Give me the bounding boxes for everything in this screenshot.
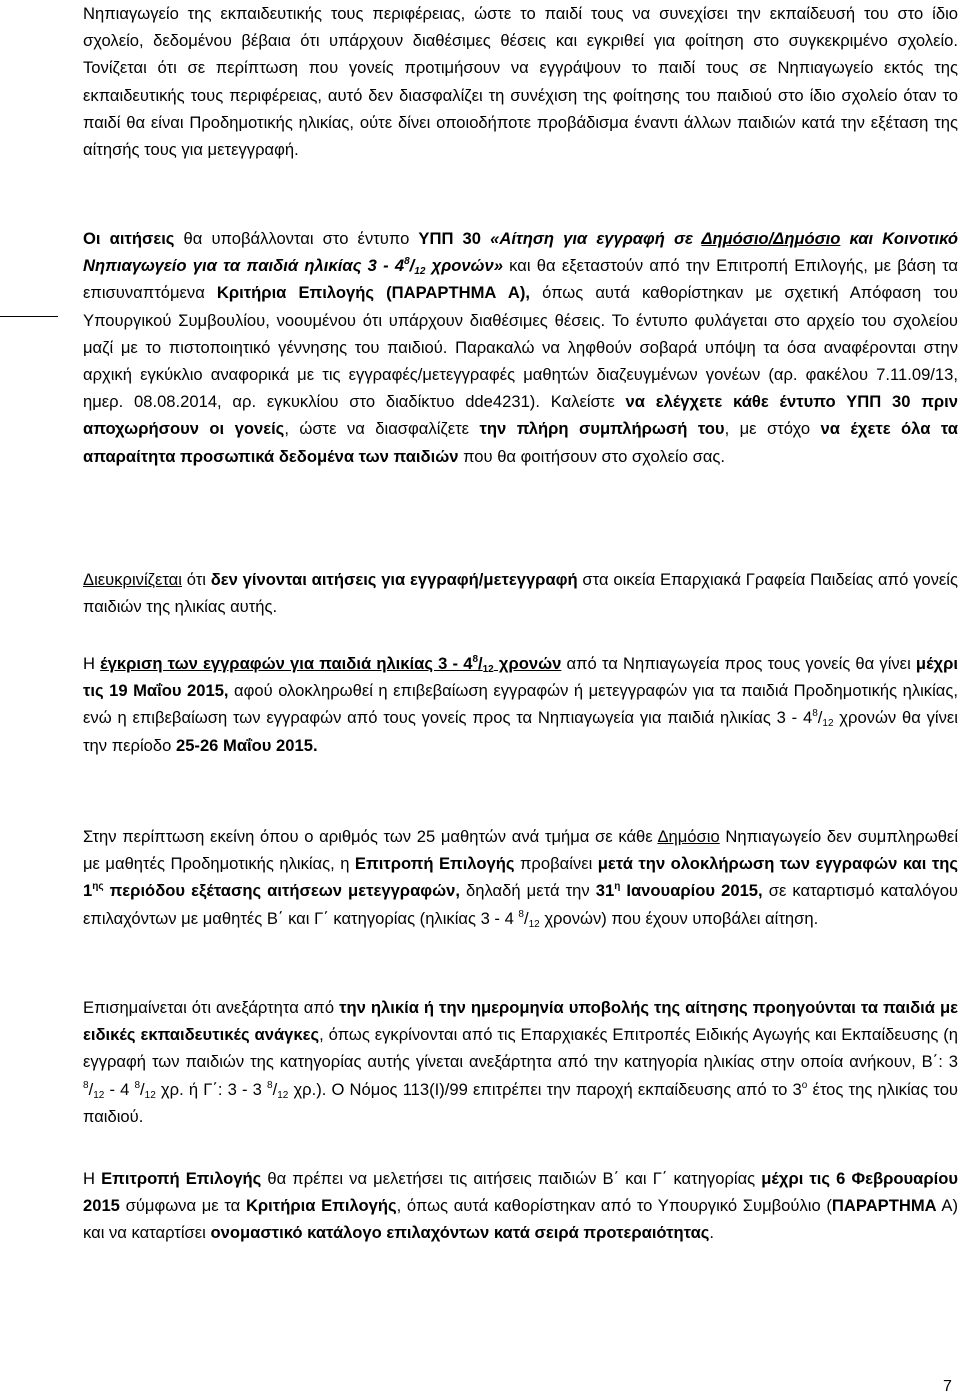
text-run: ο bbox=[801, 1079, 808, 1091]
text-run: 8 bbox=[404, 256, 410, 268]
page-number: 7 bbox=[943, 1378, 952, 1395]
text-run: / bbox=[409, 256, 415, 276]
text-run: 31 bbox=[595, 881, 615, 901]
text-run: Διευκρινίζεται bbox=[83, 570, 182, 589]
text-run: 8 bbox=[518, 908, 524, 920]
text-run: , όπως αυτά καθορίστηκαν από το Υπουργικό Συμβούλιο ( bbox=[396, 1196, 832, 1216]
text-run: δεν γίνονται αιτήσεις για εγγραφή/μετεγγραφή bbox=[210, 570, 578, 589]
text-run: 8 bbox=[267, 1079, 273, 1091]
text-run: από τα Νηπιαγωγεία προς τους γονείς θα γίνει bbox=[561, 654, 916, 673]
text-run: την ηλικία ή την ημερομηνία υποβολής της αίτησης προηγούνται τα παιδιά με ειδικές εκπαιδευτικές ανάγκες bbox=[83, 998, 958, 1045]
text-run: μετά την ολοκλήρωση των εγγραφών και της 1 bbox=[83, 854, 958, 901]
text-run: , με στόχο bbox=[724, 419, 821, 439]
text-run: χρονών» bbox=[425, 256, 503, 276]
text-run: «Αίτηση για εγγραφή σε bbox=[490, 229, 702, 248]
text-run: σε καταρτισμό καταλόγου επιλαχόντων με μαθητές Β΄ και Γ΄ κατηγορίας (ηλικίας 3 - 4 bbox=[83, 881, 958, 928]
text-run: χρονών θα γίνει την περίοδο bbox=[83, 708, 958, 755]
paragraph-approval-dates bbox=[83, 650, 958, 759]
text-run: χρ.). Ο Νόμος 113(Ι)/99 επιτρέπει την παροχή εκπαίδευσης από το 3 bbox=[288, 1079, 802, 1099]
text-run: . bbox=[709, 1223, 715, 1243]
text-run: όπως αυτά καθορίστηκαν με σχετική Απόφαση του Υπουργικού Συμβουλίου, νοουμένου ότι υπάρχουν διαθέσιμες θέσεις. Το έντυπο φυλάγεται στο αρχείο του σχολείου μαζί με το πιστοποιητικό γέννησης του παιδιού. Παρακαλώ να ληφθούν σοβαρά υπόψη τα όσα αναφέρονται στην αρχική εγκύκλιο αναφορικά με τις εγγραφές/μετεγγραφές μαθητών διαζευγμένων γονέων (αρ. φακέλου 7.11.09/13, ημερ. 08.08.2014, αρ. εγκυκλίου στο διαδίκτυο dde4231). Καλείστε bbox=[83, 283, 958, 412]
text-run: χρονών) που έχουν υποβάλει αίτηση. bbox=[539, 908, 819, 928]
text-run: Επιτροπή Επιλογής bbox=[354, 854, 515, 874]
text-run: , ώστε να διασφαλίζετε bbox=[284, 419, 480, 439]
text-run: Δημόσιο bbox=[657, 827, 720, 846]
text-run: 25-26 Μαΐου 2015. bbox=[175, 735, 318, 755]
text-run: 8 bbox=[134, 1079, 141, 1091]
text-run: 12 bbox=[528, 918, 540, 930]
text-run: που θα φοιτήσουν στο σχολείο σας. bbox=[458, 446, 726, 466]
text-run: να έχετε όλα τα απαραίτητα προσωπικά δεδομένα των παιδιών bbox=[83, 419, 958, 466]
text-run: Η bbox=[83, 654, 101, 673]
text-run: ης bbox=[92, 881, 104, 893]
text-run: 12 bbox=[822, 718, 834, 730]
text-run: και θα εξεταστούν από την Επιτροπή Επιλογής, με βάση τα επισυναπτόμενα bbox=[83, 256, 958, 303]
text-run: Στην περίπτωση εκείνη όπου ο αριθμός των 25 μαθητών ανά τμήμα σε κάθε bbox=[83, 827, 658, 846]
text-run: Νηπιαγωγείο της εκπαιδευτικής τους περιφέρειας, ώστε το παιδί τους να συνεχίσει την εκπαίδευσή του στο ίδιο σχολείο, δεδομένου βέβαια ότι υπάρχουν διαθέσιμες θέσεις και εγκριθεί για φοίτηση στο συγκεκριμένο σχολείο. Τονίζεται ότι σε περίπτωση που γονείς προτιμήσουν να εγγράψουν το παιδί τους σε Νηπιαγωγείο εκτός της εκπαιδευτικής τους περιφέρειας, αυτό δεν διασφαλίζει τη συνέχιση της φοίτησης του παιδιού στο ίδιο σχολείο όταν το παιδί θα είναι Προδημοτικής ηλικίας, ούτε δίνει οποιοδήποτε προβάδισμα έναντι άλλων παιδιών κατά την εξέταση της αίτησής τους για μετεγγραφή. bbox=[83, 4, 958, 160]
text-run: Επιτροπή Επιλογής bbox=[101, 1169, 262, 1188]
text-run: μέχρι τις 6 Φεβρουαρίου 2015 bbox=[83, 1169, 959, 1216]
margin-rule bbox=[0, 316, 58, 317]
text-run: θα πρέπει να μελετήσει τις αιτήσεις παιδιών Β΄ και Γ΄ κατηγορίας bbox=[261, 1169, 762, 1188]
text-run: θα υποβάλλονται στο έντυπο bbox=[174, 229, 419, 248]
paragraph-admission-continuation bbox=[83, 0, 958, 163]
text-run: 8 bbox=[812, 708, 818, 720]
paragraph-application-form bbox=[83, 225, 958, 470]
text-run: Οι αιτήσεις bbox=[83, 229, 175, 248]
text-run: 8 bbox=[83, 1079, 89, 1091]
text-run: ΥΠΠ 30 bbox=[418, 229, 491, 248]
text-run: προβαίνει bbox=[514, 854, 598, 874]
text-run: Νηπιαγωγείο δεν συμπληρωθεί με μαθητές Προδημοτικής ηλικίας, η bbox=[83, 827, 959, 874]
text-run: μέχρι τις 19 Μαΐου 2015, bbox=[83, 654, 958, 701]
text-run: ονομαστικό κατάλογο επιλαχόντων κατά σειρά προτεραιότητας bbox=[210, 1223, 710, 1243]
text-run: 12 bbox=[482, 664, 494, 675]
text-run: έτος της ηλικίας του παιδιού. bbox=[83, 1079, 958, 1126]
text-run: περιόδου εξέτασης αιτήσεων μετεγγραφών, bbox=[103, 881, 460, 901]
text-run: χρ. ή Γ΄: 3 - 3 bbox=[155, 1079, 268, 1099]
text-run: να ελέγχετε κάθε έντυπο ΥΠΠ 30 πριν αποχωρήσουν οι γονείς bbox=[83, 392, 959, 439]
text-run: Ιανουαρίου 2015, bbox=[620, 881, 763, 901]
text-run: και Κοινοτικό Νηπιαγωγείο για τα παιδιά ηλικίας 3 - 4 bbox=[83, 229, 958, 276]
text-run: Κριτήρια Επιλογής (ΠΑΡΑΡΤΗΜΑ Α), bbox=[216, 283, 530, 303]
text-run: , όπως εγκρίνονται από τις Επαρχιακές Επιτροπές Ειδικής Αγωγής και Εκπαίδευσης (η εγγραφή των παιδιών της κατηγορίας αυτής γίνεται ανεξάρτητα από την κατηγορία ηλικίας στην οποία ανήκουν, Β΄: 3 bbox=[83, 1025, 958, 1072]
text-run: αφού ολοκληρωθεί η επιβεβαίωση εγγραφών ή μετεγγραφών για τα παιδιά Προδημοτικής ηλικίας, ενώ η επιβεβαίωση των εγγραφών από τους γονείς προς τα Νηπιαγωγεία για παιδιά ηλικίας 3 - 4 bbox=[83, 681, 958, 728]
paragraph-special-needs bbox=[83, 994, 958, 1130]
text-run: 12 bbox=[277, 1089, 289, 1101]
text-run: 12 bbox=[93, 1089, 105, 1101]
text-run: δηλαδή μετά την bbox=[460, 881, 596, 901]
text-run: Κριτήρια Επιλογής bbox=[245, 1196, 397, 1216]
text-run: Δημόσιο/Δημόσιο bbox=[701, 229, 841, 248]
paragraph-selection-committee bbox=[83, 1165, 958, 1247]
text-run: Η bbox=[83, 1169, 102, 1188]
paragraph-waiting-list bbox=[83, 823, 958, 932]
text-run: ότι bbox=[181, 570, 211, 589]
text-run: η bbox=[614, 881, 621, 893]
text-run: Επισημαίνεται ότι ανεξάρτητα από bbox=[83, 998, 340, 1017]
text-run: / bbox=[140, 1079, 145, 1099]
text-run: στα οικεία Επαρχιακά Γραφεία Παιδείας από γονείς παιδιών της ηλικίας αυτής. bbox=[83, 570, 958, 617]
text-run: 8 bbox=[472, 654, 478, 665]
text-run: 12 bbox=[144, 1089, 156, 1101]
text-run: / bbox=[272, 1079, 278, 1099]
text-run: - 4 bbox=[104, 1079, 135, 1099]
text-run: / bbox=[88, 1079, 94, 1099]
text-run: ΠΑΡΑΡΤΗΜΑ bbox=[831, 1196, 937, 1216]
text-run: την πλήρη συμπλήρωσή του bbox=[479, 419, 725, 439]
text-run: / bbox=[523, 908, 529, 928]
text-run: Α) και να καταρτίσει bbox=[83, 1196, 959, 1243]
text-run: σύμφωνα με τα bbox=[119, 1196, 246, 1216]
text-run: έγκριση των εγγραφών για παιδιά ηλικίας 3 - 4 bbox=[100, 654, 473, 673]
text-run: / bbox=[817, 708, 823, 728]
text-run: χρονών bbox=[493, 654, 562, 673]
text-run: / bbox=[478, 654, 483, 673]
text-run: 12 bbox=[414, 266, 426, 278]
paragraph-clarification bbox=[83, 566, 958, 620]
